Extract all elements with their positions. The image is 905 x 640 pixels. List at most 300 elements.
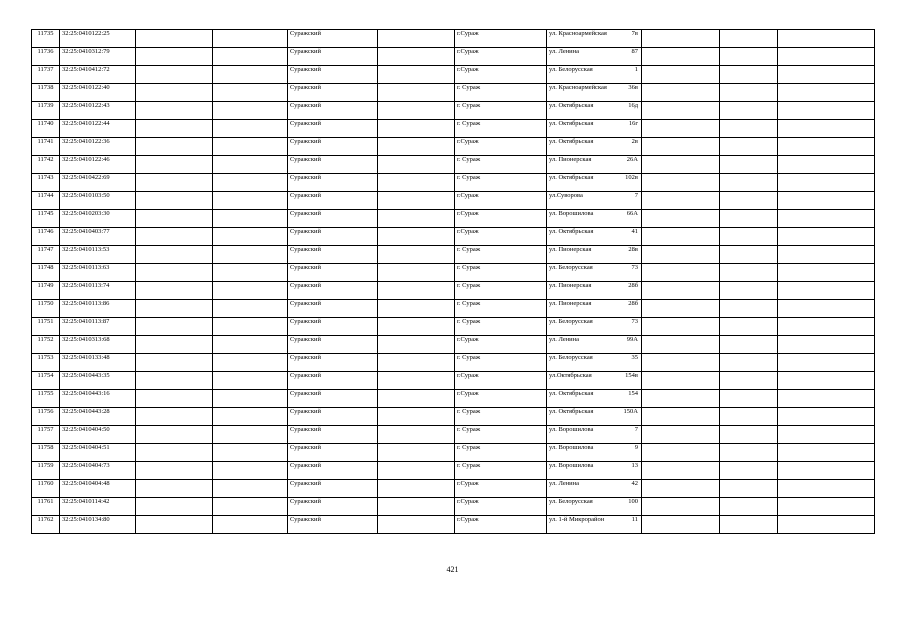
empty-cell [378, 372, 455, 390]
empty-cell [642, 66, 720, 84]
empty-cell [778, 282, 875, 300]
town-cell: г. Сураж [455, 318, 547, 336]
district-cell: Суражский [288, 318, 378, 336]
town-cell: г. Сураж [455, 462, 547, 480]
district-cell: Суражский [288, 498, 378, 516]
cadastral-number-cell: 32:25:0410443:28 [60, 408, 136, 426]
empty-cell [136, 498, 213, 516]
street-cell [547, 138, 642, 156]
table-row [32, 84, 875, 102]
empty-cell [720, 462, 778, 480]
table-row [32, 336, 875, 354]
empty-cell [378, 444, 455, 462]
empty-cell [642, 102, 720, 120]
empty-cell [378, 264, 455, 282]
street-cell [547, 390, 642, 408]
cadastral-number-cell: 32:25:0410113:74 [60, 282, 136, 300]
empty-cell [378, 210, 455, 228]
town-cell: г. Сураж [455, 246, 547, 264]
empty-cell [642, 246, 720, 264]
row-number-cell: 11748 [32, 264, 60, 282]
empty-cell [136, 66, 213, 84]
empty-cell [642, 192, 720, 210]
district-cell: Суражский [288, 48, 378, 66]
table-row [32, 228, 875, 246]
town-cell: г.Сураж [455, 30, 547, 48]
cadastral-number-cell: 32:25:0410122:25 [60, 30, 136, 48]
row-number-cell: 11756 [32, 408, 60, 426]
district-cell: Суражский [288, 102, 378, 120]
town-cell: г.Сураж [455, 66, 547, 84]
empty-cell [642, 48, 720, 66]
street-cell [547, 156, 642, 174]
empty-cell [213, 174, 288, 192]
cadastral-number-cell: 32:25:0410122:36 [60, 138, 136, 156]
town-cell: г. Сураж [455, 282, 547, 300]
district-cell: Суражский [288, 264, 378, 282]
street-text: ул. Пионерская [549, 300, 592, 307]
house-number-text: 35 [631, 354, 638, 361]
district-cell: Суражский [288, 408, 378, 426]
empty-cell [720, 156, 778, 174]
empty-cell [213, 498, 288, 516]
district-cell: Суражский [288, 390, 378, 408]
row-number-cell: 11755 [32, 390, 60, 408]
empty-cell [642, 336, 720, 354]
empty-cell [778, 462, 875, 480]
town-cell: г.Сураж [455, 228, 547, 246]
empty-cell [720, 354, 778, 372]
empty-cell [136, 264, 213, 282]
empty-cell [642, 444, 720, 462]
row-number-cell: 11745 [32, 210, 60, 228]
empty-cell [213, 84, 288, 102]
row-number-cell: 11740 [32, 120, 60, 138]
house-number-text: 7в [631, 30, 638, 37]
empty-cell [136, 318, 213, 336]
house-number-text: 16д [628, 102, 638, 109]
empty-cell [720, 120, 778, 138]
empty-cell [213, 66, 288, 84]
empty-cell [778, 390, 875, 408]
cadastral-number-cell: 32:25:0410312:79 [60, 48, 136, 66]
empty-cell [778, 102, 875, 120]
street-text: ул. Октябрьская [549, 408, 594, 415]
town-cell: г. Сураж [455, 174, 547, 192]
empty-cell [136, 246, 213, 264]
house-number-text: 154в [625, 372, 638, 379]
street-cell [547, 48, 642, 66]
empty-cell [720, 192, 778, 210]
row-number-cell: 11758 [32, 444, 60, 462]
house-number-text: 9 [634, 444, 638, 451]
cadastral-number-cell: 32:25:0410404:50 [60, 426, 136, 444]
house-number-text: 73 [631, 264, 638, 271]
table-row [32, 192, 875, 210]
town-cell: г. Сураж [455, 120, 547, 138]
district-cell: Суражский [288, 336, 378, 354]
row-number-cell: 11760 [32, 480, 60, 498]
district-cell: Суражский [288, 516, 378, 534]
cadastral-number-cell: 32:25:0410122:46 [60, 156, 136, 174]
row-number-cell: 11749 [32, 282, 60, 300]
empty-cell [213, 48, 288, 66]
empty-cell [778, 84, 875, 102]
empty-cell [213, 426, 288, 444]
street-cell [547, 444, 642, 462]
district-cell: Суражский [288, 84, 378, 102]
street-cell [547, 192, 642, 210]
row-number-cell: 11753 [32, 354, 60, 372]
empty-cell [378, 156, 455, 174]
empty-cell [136, 228, 213, 246]
empty-cell [642, 84, 720, 102]
empty-cell [642, 390, 720, 408]
house-number-text: 150А [623, 408, 638, 415]
table-row [32, 246, 875, 264]
row-number-cell: 11747 [32, 246, 60, 264]
empty-cell [720, 318, 778, 336]
street-text: ул. Ворошилова [549, 462, 594, 469]
table-row [32, 48, 875, 66]
street-text: ул. Белорусская [549, 498, 593, 505]
empty-cell [778, 48, 875, 66]
table-row [32, 462, 875, 480]
street-text: ул. Октябрьская [549, 228, 594, 235]
row-number-cell: 11746 [32, 228, 60, 246]
street-text: ул. Белорусская [549, 318, 593, 325]
empty-cell [213, 246, 288, 264]
cadastral-number-cell: 32:25:0410113:63 [60, 264, 136, 282]
house-number-text: 99А [626, 336, 638, 343]
street-text: ул. Белорусская [549, 66, 593, 73]
empty-cell [720, 426, 778, 444]
empty-cell [378, 30, 455, 48]
row-number-cell: 11761 [32, 498, 60, 516]
street-cell [547, 264, 642, 282]
district-cell: Суражский [288, 138, 378, 156]
empty-cell [378, 354, 455, 372]
empty-cell [378, 390, 455, 408]
district-cell: Суражский [288, 372, 378, 390]
town-cell: г. Сураж [455, 300, 547, 318]
table-row [32, 210, 875, 228]
empty-cell [778, 120, 875, 138]
row-number-cell: 11759 [32, 462, 60, 480]
empty-cell [642, 300, 720, 318]
town-cell: г.Сураж [455, 138, 547, 156]
empty-cell [778, 156, 875, 174]
street-cell [547, 480, 642, 498]
cadastral-number-cell: 32:25:0410404:73 [60, 462, 136, 480]
street-text: ул. Пионерская [549, 282, 592, 289]
empty-cell [642, 174, 720, 192]
cadastral-number-cell: 32:25:0410103:50 [60, 192, 136, 210]
house-number-text: 28в [628, 246, 638, 253]
empty-cell [642, 516, 720, 534]
empty-cell [213, 156, 288, 174]
empty-cell [213, 462, 288, 480]
table-row [32, 390, 875, 408]
empty-cell [213, 390, 288, 408]
row-number-cell: 11750 [32, 300, 60, 318]
street-text: ул.Суворова [549, 192, 583, 199]
empty-cell [720, 300, 778, 318]
table-row [32, 354, 875, 372]
cadastral-number-cell: 32:25:0410122:40 [60, 84, 136, 102]
empty-cell [642, 372, 720, 390]
district-cell: Суражский [288, 300, 378, 318]
empty-cell [213, 210, 288, 228]
street-text: ул. Белорусская [549, 354, 593, 361]
cadastral-number-cell: 32:25:0410114:42 [60, 498, 136, 516]
house-number-text: 11 [631, 516, 638, 523]
empty-cell [213, 120, 288, 138]
empty-cell [136, 462, 213, 480]
cadastral-number-cell: 32:25:0410122:43 [60, 102, 136, 120]
house-number-text: 28б [628, 300, 638, 307]
empty-cell [720, 444, 778, 462]
empty-cell [642, 462, 720, 480]
town-cell: г. Сураж [455, 426, 547, 444]
empty-cell [720, 174, 778, 192]
town-cell: г.Сураж [455, 192, 547, 210]
cadastral-number-cell: 32:25:0410443:16 [60, 390, 136, 408]
cadastral-number-cell: 32:25:0410403:77 [60, 228, 136, 246]
house-number-text: 154 [628, 390, 638, 397]
district-cell: Суражский [288, 192, 378, 210]
empty-cell [378, 498, 455, 516]
empty-cell [720, 408, 778, 426]
empty-cell [136, 336, 213, 354]
empty-cell [720, 246, 778, 264]
table-row [32, 516, 875, 534]
house-number-text: 36в [628, 84, 638, 91]
empty-cell [136, 426, 213, 444]
table-row [32, 138, 875, 156]
row-number-cell: 11742 [32, 156, 60, 174]
empty-cell [378, 300, 455, 318]
empty-cell [378, 48, 455, 66]
empty-cell [378, 336, 455, 354]
table-row [32, 426, 875, 444]
empty-cell [778, 408, 875, 426]
street-cell [547, 210, 642, 228]
town-cell: г.Сураж [455, 480, 547, 498]
table-row [32, 300, 875, 318]
empty-cell [720, 336, 778, 354]
district-cell: Суражский [288, 444, 378, 462]
empty-cell [778, 138, 875, 156]
street-text: ул. Пионерская [549, 246, 592, 253]
town-cell: г. Сураж [455, 444, 547, 462]
empty-cell [213, 282, 288, 300]
empty-cell [778, 30, 875, 48]
empty-cell [213, 264, 288, 282]
street-cell [547, 426, 642, 444]
empty-cell [378, 192, 455, 210]
house-number-text: 66А [626, 210, 638, 217]
empty-cell [642, 228, 720, 246]
empty-cell [378, 228, 455, 246]
district-cell: Суражский [288, 462, 378, 480]
empty-cell [778, 444, 875, 462]
empty-cell [720, 102, 778, 120]
empty-cell [213, 318, 288, 336]
row-number-cell: 11757 [32, 426, 60, 444]
house-number-text: 16г [628, 120, 638, 127]
empty-cell [136, 102, 213, 120]
empty-cell [378, 120, 455, 138]
table-row [32, 498, 875, 516]
town-cell: г.Сураж [455, 498, 547, 516]
cadastral-number-cell: 32:25:0410404:51 [60, 444, 136, 462]
empty-cell [778, 372, 875, 390]
house-number-text: 100 [628, 498, 638, 505]
cadastral-number-cell: 32:25:0410404:48 [60, 480, 136, 498]
house-number-text: 1 [634, 66, 638, 73]
empty-cell [213, 192, 288, 210]
empty-cell [378, 102, 455, 120]
empty-cell [778, 192, 875, 210]
cadastral-number-cell: 32:25:0410443:35 [60, 372, 136, 390]
empty-cell [136, 210, 213, 228]
street-text: ул. Красноармейская [549, 30, 607, 37]
empty-cell [136, 156, 213, 174]
empty-cell [213, 138, 288, 156]
house-number-text: 42 [631, 480, 638, 487]
empty-cell [136, 84, 213, 102]
town-cell: г. Сураж [455, 354, 547, 372]
empty-cell [136, 372, 213, 390]
empty-cell [136, 48, 213, 66]
street-text: ул. 1-й Микрорайон [549, 516, 605, 523]
town-cell: г. Сураж [455, 264, 547, 282]
empty-cell [378, 84, 455, 102]
empty-cell [720, 264, 778, 282]
row-number-cell: 11754 [32, 372, 60, 390]
street-text: ул. Ленина [549, 48, 580, 55]
empty-cell [642, 30, 720, 48]
street-text: ул. Ворошилова [549, 210, 594, 217]
district-cell: Суражский [288, 66, 378, 84]
table-row [32, 66, 875, 84]
street-text: ул. Ленина [549, 480, 580, 487]
empty-cell [213, 30, 288, 48]
town-cell: г.Сураж [455, 336, 547, 354]
empty-cell [720, 66, 778, 84]
empty-cell [642, 480, 720, 498]
street-text: ул. Октябрьская [549, 390, 594, 397]
district-cell: Суражский [288, 120, 378, 138]
empty-cell [378, 138, 455, 156]
empty-cell [720, 30, 778, 48]
cadastral-number-cell: 32:25:0410113:87 [60, 318, 136, 336]
row-number-cell: 11744 [32, 192, 60, 210]
row-number-cell: 11743 [32, 174, 60, 192]
district-cell: Суражский [288, 210, 378, 228]
house-number-text: 13 [631, 462, 638, 469]
empty-cell [720, 210, 778, 228]
empty-cell [778, 336, 875, 354]
empty-cell [642, 498, 720, 516]
empty-cell [642, 120, 720, 138]
table-row [32, 120, 875, 138]
street-cell [547, 66, 642, 84]
empty-cell [778, 300, 875, 318]
house-number-text: 7 [634, 192, 638, 199]
empty-cell [720, 84, 778, 102]
empty-cell [720, 228, 778, 246]
district-cell: Суражский [288, 480, 378, 498]
empty-cell [778, 174, 875, 192]
street-text: ул. Ворошилова [549, 426, 594, 433]
empty-cell [720, 48, 778, 66]
town-cell: г. Сураж [455, 156, 547, 174]
empty-cell [778, 66, 875, 84]
table-row [32, 282, 875, 300]
empty-cell [136, 192, 213, 210]
cadastral-number-cell: 32:25:0410313:68 [60, 336, 136, 354]
house-number-text: 2в [631, 138, 638, 145]
house-number-text: 28б [628, 282, 638, 289]
street-text: ул. Красноармейская [549, 84, 607, 91]
district-cell: Суражский [288, 282, 378, 300]
registry-table [31, 29, 875, 534]
empty-cell [778, 246, 875, 264]
empty-cell [778, 318, 875, 336]
district-cell: Суражский [288, 426, 378, 444]
district-cell: Суражский [288, 30, 378, 48]
empty-cell [378, 426, 455, 444]
table-row [32, 372, 875, 390]
empty-cell [136, 120, 213, 138]
empty-cell [642, 354, 720, 372]
empty-cell [378, 462, 455, 480]
town-cell: г. Сураж [455, 102, 547, 120]
empty-cell [778, 354, 875, 372]
registry-table-body [32, 30, 875, 534]
empty-cell [136, 480, 213, 498]
empty-cell [136, 408, 213, 426]
street-cell [547, 408, 642, 426]
street-text: ул. Октябрьская [549, 120, 594, 127]
empty-cell [778, 228, 875, 246]
street-cell [547, 318, 642, 336]
table-row [32, 444, 875, 462]
street-cell [547, 498, 642, 516]
street-text: ул. Пионерская [549, 156, 592, 163]
empty-cell [136, 282, 213, 300]
cadastral-number-cell: 32:25:0410422:69 [60, 174, 136, 192]
district-cell: Суражский [288, 156, 378, 174]
empty-cell [642, 156, 720, 174]
district-cell: Суражский [288, 246, 378, 264]
row-number-cell: 11738 [32, 84, 60, 102]
empty-cell [136, 174, 213, 192]
empty-cell [642, 210, 720, 228]
empty-cell [213, 480, 288, 498]
street-cell [547, 120, 642, 138]
cadastral-number-cell: 32:25:0410113:53 [60, 246, 136, 264]
district-cell: Суражский [288, 354, 378, 372]
empty-cell [778, 264, 875, 282]
empty-cell [136, 444, 213, 462]
street-cell [547, 462, 642, 480]
town-cell: г.Сураж [455, 516, 547, 534]
street-text: ул. Белорусская [549, 264, 593, 271]
street-cell [547, 228, 642, 246]
